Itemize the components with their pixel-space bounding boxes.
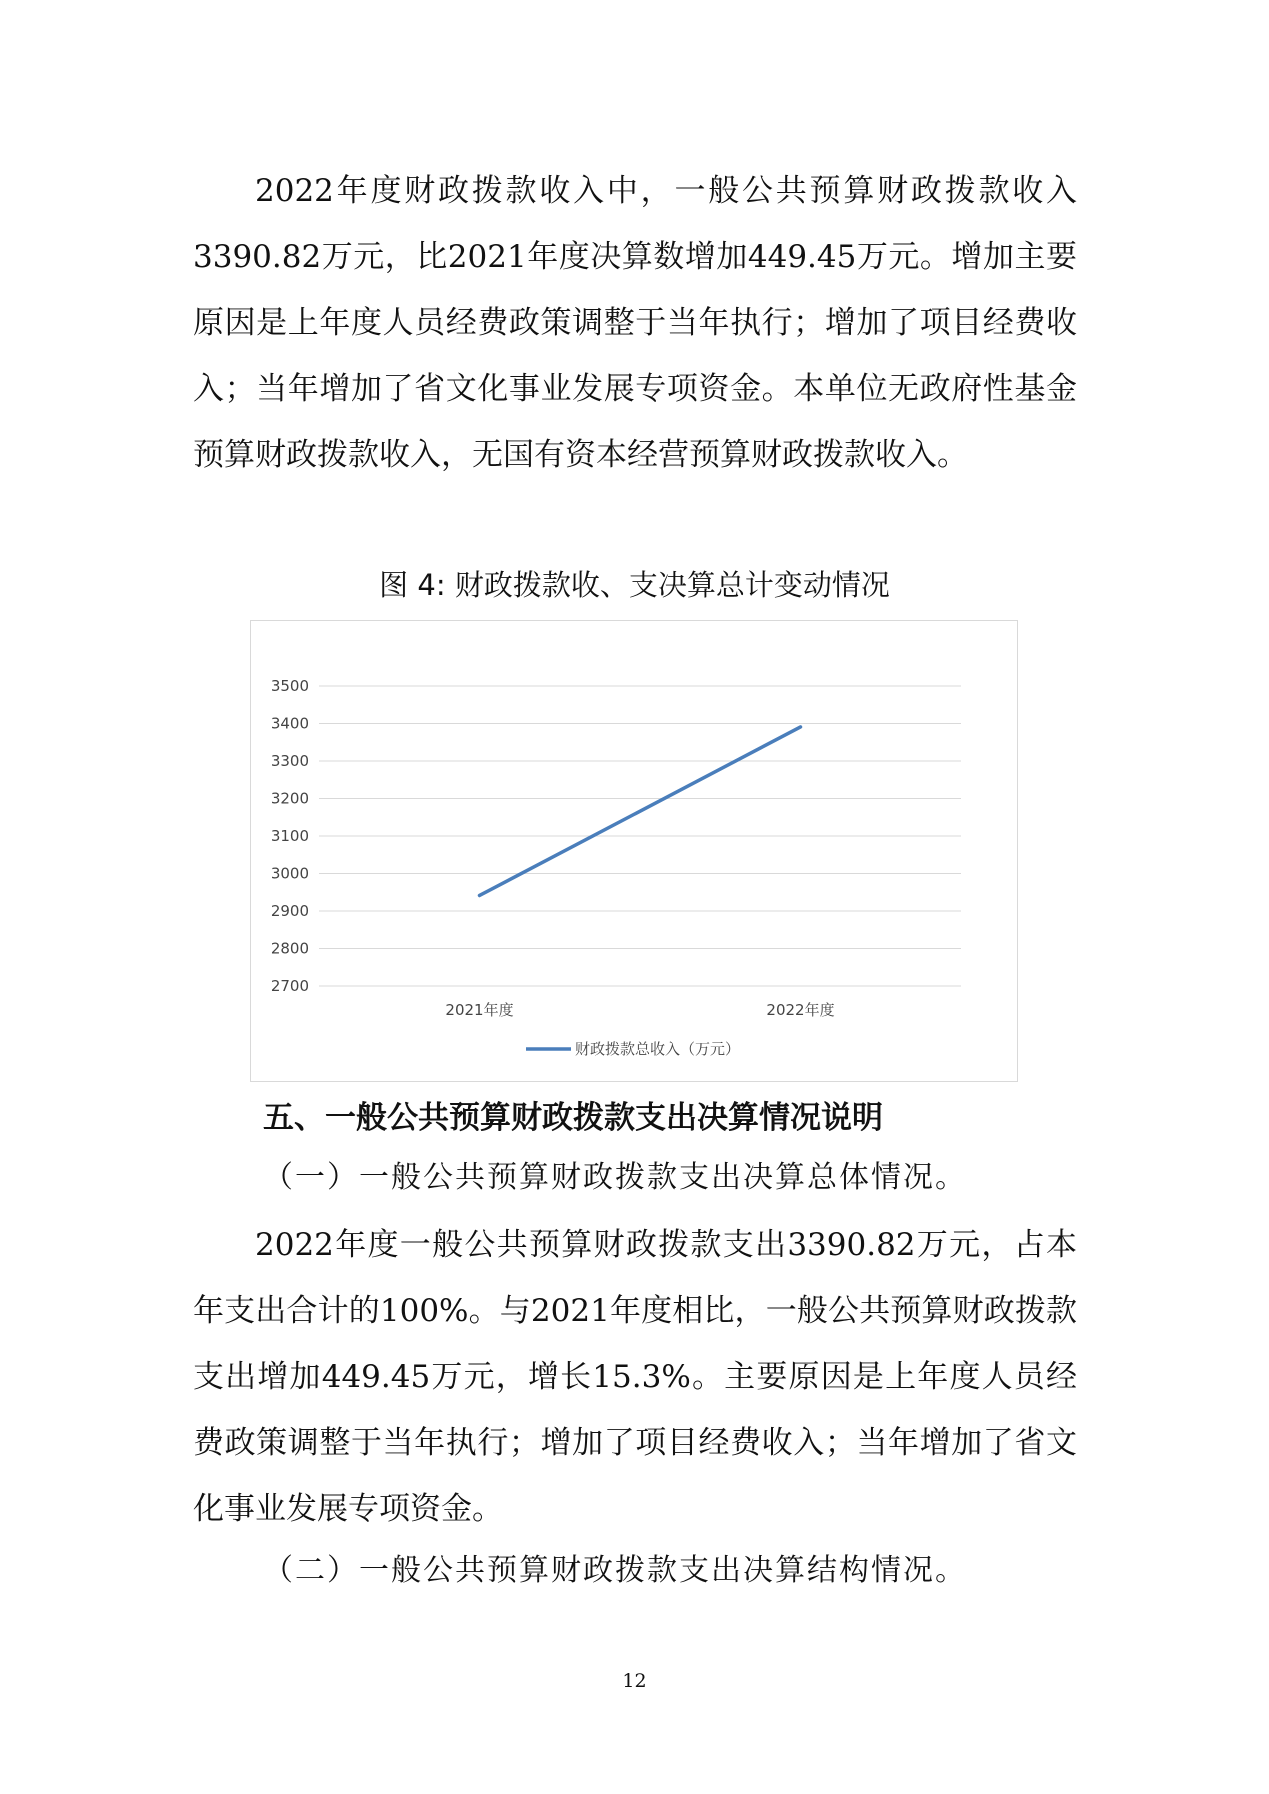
y-tick-label: 3300 [270,752,309,770]
y-tick-label: 3500 [270,677,309,695]
y-tick-label: 3000 [270,864,309,883]
legend-label: 财政拨款总收入（万元） [575,1040,741,1058]
chart-svg [251,621,1017,1081]
paragraph-expenditure: 2022年度一般公共预算财政拨款支出3390.82万元，占本年支出合计的100%。与2021年度相比，一般公共预算财政拨款支出增加449.45万元，增长15.3%。主要原因是上年度人员经费政策调整于当年执行；增加了项目经费收入；当年增加了省文化事业发展专项资金。 [193,1227,1077,1527]
subheading-overall: （一）一般公共预算财政拨款支出决算总体情况。 [263,1160,967,1195]
x-tick-label: 2021年度 [445,1001,514,1019]
page-number: 12 [622,1670,647,1692]
paragraph-income: 2022年度财政拨款收入中，一般公共预算财政拨款收入3390.82万元，比2021年度决算数增加449.45万元。增加主要原因是上年度人员经费政策调整于当年执行；增加了项目经费收入；当年增加了省文化事业发展专项资金。本单位无政府性基金预算财政拨款收入，无国有资本经营预算财政拨款收入。 [193,173,1077,473]
x-tick-label: 2022年度 [766,1001,835,1019]
section-heading: 五、一般公共预算财政拨款支出决算情况说明 [263,1100,883,1136]
y-tick-label: 3200 [270,789,309,808]
y-tick-label: 2700 [270,977,309,995]
figure-caption: 图 4: 财政拨款收、支决算总计变动情况 [379,568,890,602]
line-chart [250,620,1018,1082]
y-tick-label: 3400 [270,714,309,733]
y-tick-label: 2900 [270,902,309,920]
series-line [480,727,801,896]
y-tick-label: 2800 [270,939,309,958]
y-tick-label: 3100 [270,827,309,845]
subheading-structure: （二）一般公共预算财政拨款支出决算结构情况。 [263,1553,967,1588]
